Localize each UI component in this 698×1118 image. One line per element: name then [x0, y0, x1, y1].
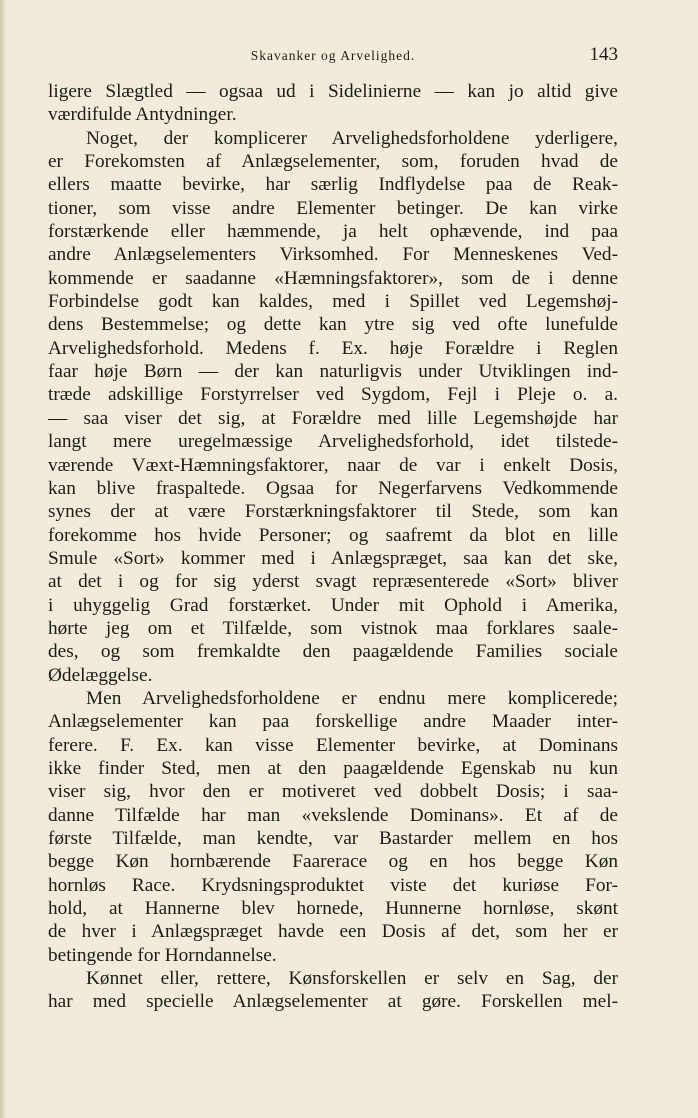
text-line: andre Anlægselementers Virksomhed. For Menneskenes Ved- [48, 244, 618, 266]
text-line: hold, at Hannerne blev hornede, Hunnerne hornløse, skønt [48, 898, 618, 920]
text-line: forekomme hos hvide Personer; og saafremt da blot en lille [48, 524, 618, 546]
text-line: ikke finder Sted, men at den paagældende Egenskab nu kun [48, 757, 618, 779]
text-line: værdifulde Antydninger. [48, 104, 237, 126]
text-line: Anlægselementer kan paa forskellige andre Maader inter- [48, 711, 618, 733]
text-line: Ødelæggelse. [48, 664, 153, 686]
text-line: at det i og for sig yderst svagt repræsenterede «Sort» bliver [48, 571, 618, 593]
text-line: værende Væxt-Hæmningsfaktorer, naar de var i enkelt Dosis, [48, 454, 618, 476]
text-line: ellers maatte bevirke, har særlig Indflydelse paa de Reak- [48, 174, 618, 196]
text-line: betingende for Horndannelse. [48, 944, 277, 966]
text-line: hornløs Race. Krydsningsproduktet viste det kuriøse For- [48, 874, 618, 896]
text-line: ferere. F. Ex. kan visse Elementer bevirke, at Dominans [48, 734, 618, 756]
text-line: Arvelighedsforhold. Medens f. Ex. høje Forældre i Reglen [48, 337, 618, 359]
text-line: første Tilfælde, man kendte, var Bastarder mellem en hos [48, 828, 618, 849]
text-line: hørte jeg om et Tilfælde, som vistnok maa forklares saale- [48, 617, 618, 639]
text-line: begge Køn hornbærende Faarerace og en hos begge Køn [48, 851, 618, 873]
text-line: des, og som fremkaldte den paagældende Families sociale [48, 641, 618, 663]
text-line: faar høje Børn — der kan naturligvis under Utviklingen ind- [48, 361, 618, 383]
text-line: tioner, som visse andre Elementer betinger. De kan virke [48, 197, 618, 219]
text-line: træde adskillige Forstyrrelser ved Sygdom, Fejl i Pleje o. a. [48, 384, 618, 406]
text-line: dens Bestemmelse; og dette kan ytre sig ved ofte lunefulde [48, 314, 618, 336]
page-number: 143 [589, 44, 618, 65]
text-line: Kønnet eller, rettere, Kønsforskellen er selv en Sag, der [86, 968, 618, 990]
page-header [48, 44, 618, 70]
text-line: har med specielle Anlægselementer at gøre. Forskellen mel- [48, 991, 618, 1013]
text-line: kommende er saadanne «Hæmningsfaktorer», som de i denne [48, 267, 618, 289]
text-line: synes der at være Forstærkningsfaktorer til Stede, som kan [48, 501, 618, 523]
text-line: Forbindelse godt kan kaldes, med i Spillet ved Legemshøj- [48, 291, 618, 313]
text-line: de hver i Anlægspræget havde een Dosis af det, som her er [48, 921, 618, 943]
body-text [48, 80, 618, 1014]
text-line: danne Tilfælde har man «vekslende Dominans». Et af de [48, 804, 618, 826]
text-line: langt mere uregelmæssige Arvelighedsforhold, idet tilstede- [48, 431, 618, 453]
text-line: Noget, der komplicerer Arvelighedsforholdene yderligere, [86, 127, 618, 149]
text-line: kan blive fraspaltede. Ogsaa for Negerfarvens Vedkommende [48, 477, 618, 499]
page-edge [0, 0, 6, 1118]
text-line: forstærkende eller hæmmende, ja helt ophævende, ind paa [48, 221, 618, 243]
text-line: er Forekomsten af Anlægselementer, som, foruden hvad de [48, 151, 618, 173]
text-line: Men Arvelighedsforholdene er endnu mere komplicerede; [86, 687, 618, 709]
text-line: ligere Slægtled — ogsaa ud i Sidelinierne — kan jo altid give [48, 81, 618, 102]
running-head: Skavanker og Arvelighed. [250, 48, 416, 63]
text-line: Smule «Sort» kommer med i Anlægspræget, saa kan det ske, [48, 547, 618, 569]
text-line: — saa viser det sig, at Forældre med lille Legemshøjde har [48, 407, 618, 429]
text-line: viser sig, hvor den er motiveret ved dobbelt Dosis; i saa- [48, 781, 618, 803]
text-line: i uhyggelig Grad forstærket. Under mit Ophold i Amerika, [48, 594, 618, 616]
